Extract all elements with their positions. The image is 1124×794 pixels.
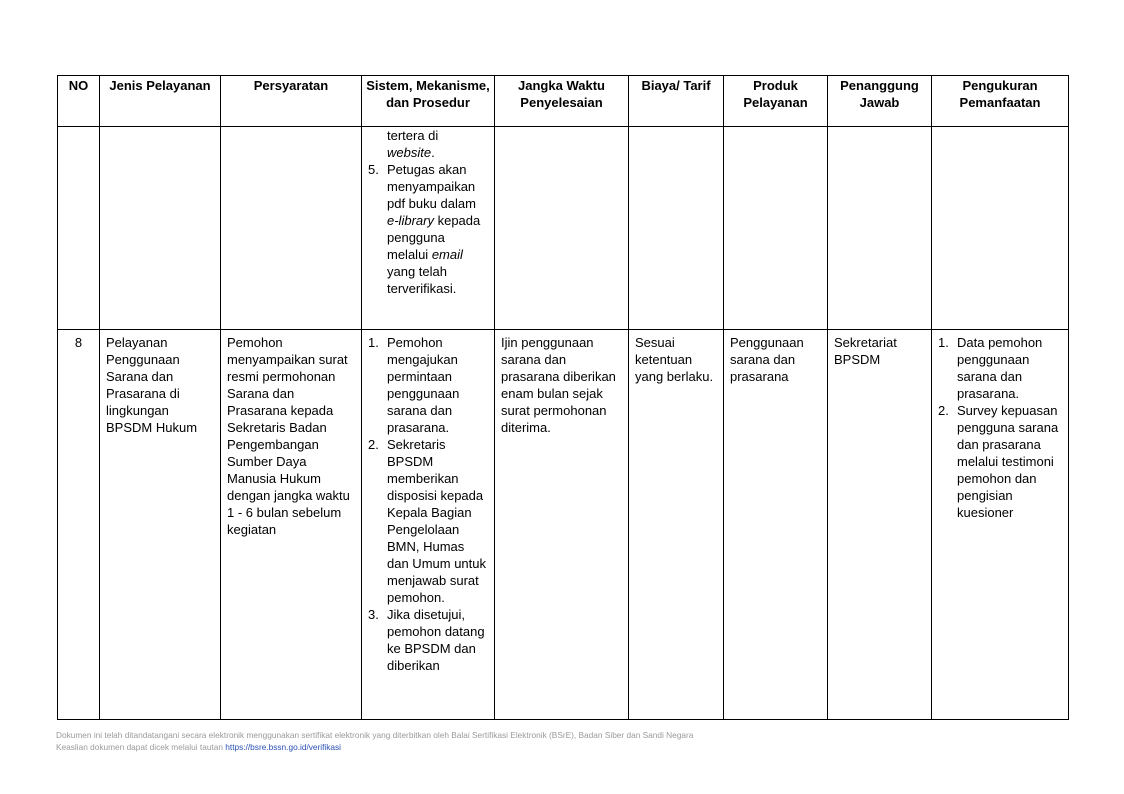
- cell-produk: Penggunaan sarana dan prasarana: [724, 330, 828, 720]
- cell-pengukuran: [932, 330, 1069, 720]
- footer-line-2: [56, 741, 693, 753]
- header-pengukuran-pemanfaatan: Pengukuran Pemanfaatan: [932, 76, 1069, 127]
- header-penanggung-jawab: Penanggung Jawab: [828, 76, 932, 127]
- cell-biaya: Sesuai ketentuan yang berlaku.: [629, 330, 724, 720]
- cell-prosedur: [362, 127, 495, 330]
- table-header-row: [58, 76, 1069, 127]
- header-jenis-pelayanan: Jenis Pelayanan: [100, 76, 221, 127]
- cell-jangka: [495, 127, 629, 330]
- cell-jenis: Pelayanan Penggunaan Sarana dan Prasarana di lingkungan BPSDM Hukum: [100, 330, 221, 720]
- list-item: [368, 161, 488, 297]
- esign-footer: [56, 729, 693, 753]
- header-jangka-waktu: Jangka Waktu Penyelesaian: [495, 76, 629, 127]
- procedure-text: Jika disetujui, pemohon datang ke BPSDM dan diberikan: [387, 607, 485, 673]
- procedure-list: [368, 334, 488, 674]
- cell-persyaratan: Pemohon menyampaikan surat resmi permohonan Sarana dan Prasarana kepada Sekretaris Badan Pengembangan Sumber Daya Manusia Hukum dengan jangka waktu 1 - 6 bulan sebelum kegiatan: [221, 330, 362, 720]
- cell-no: [58, 127, 100, 330]
- measurement-text: Data pemohon penggunaan sarana dan prasarana.: [957, 335, 1043, 401]
- procedure-text: Sekretaris BPSDM memberikan disposisi kepada Kepala Bagian Pengelolaan BMN, Humas dan Umum untuk menjawab surat pemohon.: [387, 437, 486, 605]
- list-item: [938, 402, 1062, 521]
- cell-penanggung: Sekretariat BPSDM: [828, 330, 932, 720]
- list-number: 5.: [368, 162, 379, 177]
- list-number: 1.: [938, 335, 949, 350]
- list-number: 2.: [938, 403, 949, 418]
- cell-biaya: [629, 127, 724, 330]
- header-no: NO: [58, 76, 100, 127]
- measurement-text: Survey kepuasan pengguna sarana dan prasarana melalui testimoni pemohon dan pengisian kuesioner: [957, 403, 1059, 520]
- list-item: [368, 606, 488, 674]
- cell-persyaratan: [221, 127, 362, 330]
- procedure-text: .: [431, 145, 435, 160]
- header-produk-pelayanan: Produk Pelayanan: [724, 76, 828, 127]
- procedure-text: kepada pengguna melalui: [387, 213, 481, 262]
- measurement-list: [938, 334, 1062, 521]
- cell-jangka: Ijin penggunaan sarana dan prasarana diberikan enam bulan sejak surat permohonan diterima.: [495, 330, 629, 720]
- list-item: [368, 334, 488, 436]
- list-item: [368, 127, 488, 161]
- cell-penanggung: [828, 127, 932, 330]
- procedure-text: tertera di: [387, 128, 439, 143]
- list-number: 2.: [368, 437, 379, 452]
- header-sistem-mekanisme-prosedur: Sistem, Mekanisme, dan Prosedur: [362, 76, 495, 127]
- procedure-text-italic: email: [431, 247, 463, 262]
- footer-line-1: Dokumen ini telah ditandatangani secara elektronik menggunakan sertifikat elektronik yang diterbitkan oleh Balai Sertifikasi Elektronik (BSrE), Badan Siber dan Sandi Negara: [56, 730, 694, 740]
- verification-link[interactable]: https://bsre.bssn.go.id/verifikasi: [225, 742, 342, 752]
- procedure-text-italic: website: [387, 145, 432, 160]
- procedure-text-italic: e-library: [387, 213, 434, 228]
- cell-prosedur: [362, 330, 495, 720]
- table-row-continuation: [58, 127, 1069, 330]
- cell-jenis: [100, 127, 221, 330]
- list-number: 1.: [368, 335, 379, 350]
- list-number: 3.: [368, 607, 379, 622]
- header-biaya-tarif: Biaya/ Tarif: [629, 76, 724, 127]
- table-row: [58, 330, 1069, 720]
- cell-no: 8: [58, 330, 100, 720]
- list-item: [938, 334, 1062, 402]
- cell-produk: [724, 127, 828, 330]
- procedure-text: Pemohon mengajukan permintaan penggunaan sarana dan prasarana.: [387, 335, 460, 435]
- list-item: [368, 436, 488, 606]
- cell-pengukuran: [932, 127, 1069, 330]
- procedure-text: Petugas akan menyampaikan pdf buku dalam: [387, 162, 476, 211]
- header-persyaratan: Persyaratan: [221, 76, 362, 127]
- footer-verify-text: Keaslian dokumen dapat dicek melalui tautan: [56, 742, 223, 752]
- procedure-text: yang telah terverifikasi.: [387, 264, 457, 296]
- service-standards-table: [57, 75, 1069, 720]
- procedure-list: [368, 127, 488, 297]
